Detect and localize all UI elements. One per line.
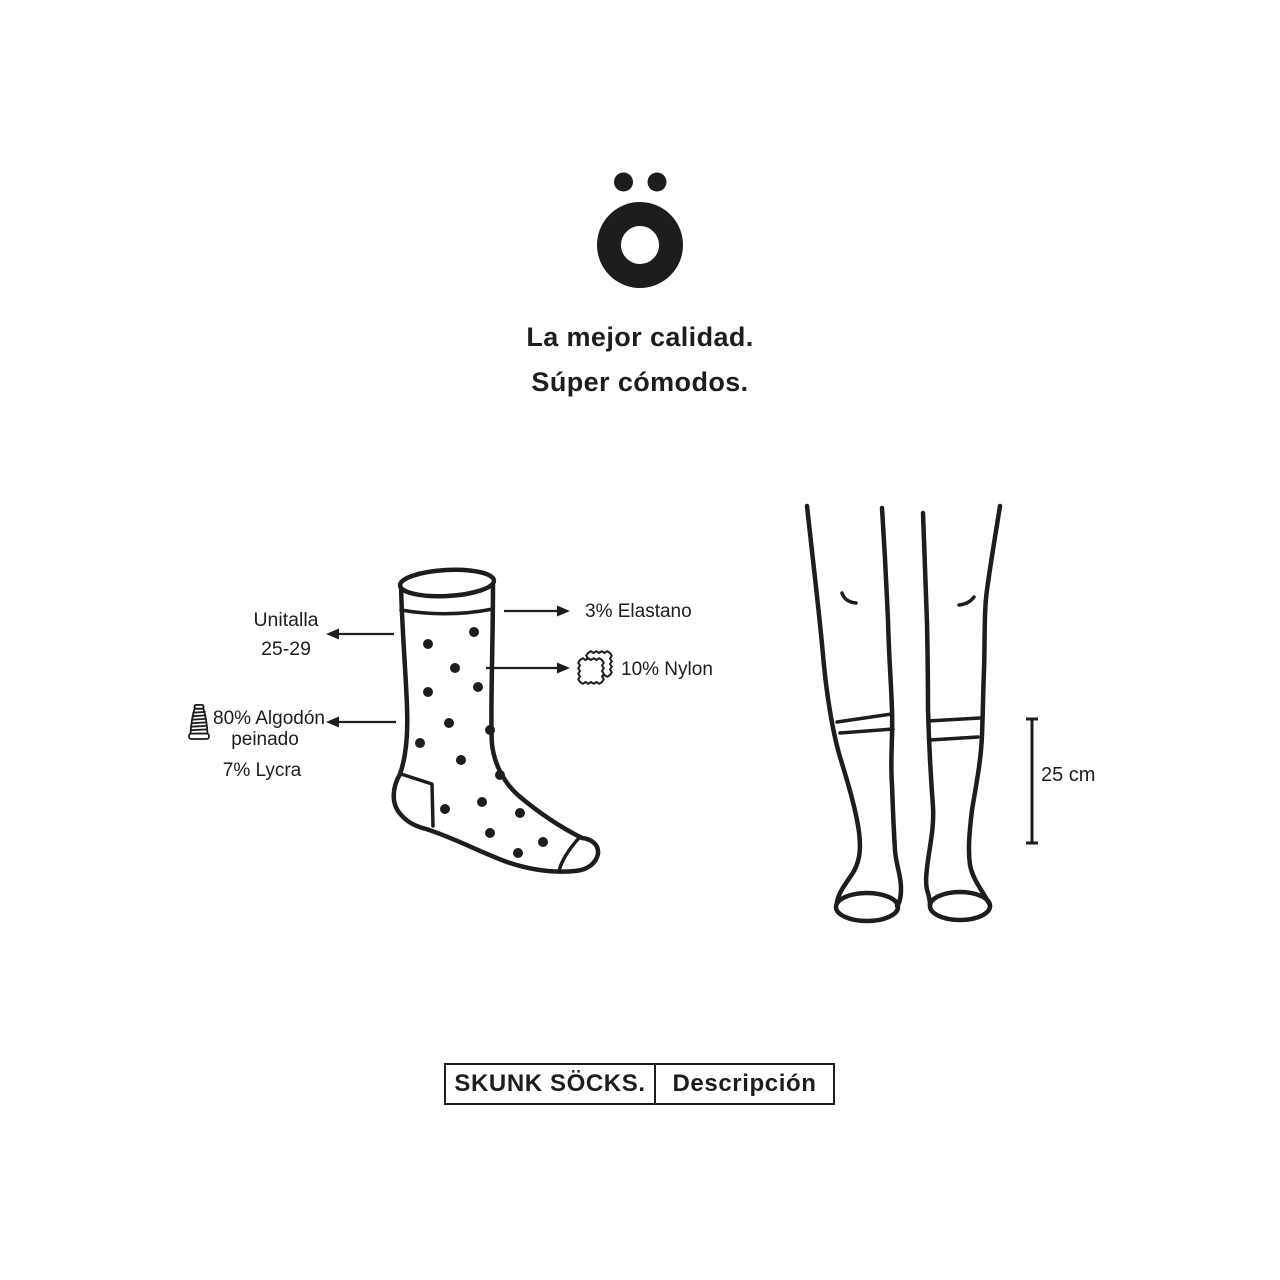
cotton-label-line1: 80% Algodón bbox=[213, 708, 325, 729]
left-knee-crease bbox=[842, 593, 856, 603]
right-knee-crease bbox=[959, 597, 974, 605]
right-foot-toe bbox=[930, 892, 990, 920]
footer-section-label: Descripción bbox=[672, 1070, 817, 1097]
cotton-label-line2: peinado bbox=[231, 729, 299, 750]
fabric-swatch-icon bbox=[577, 650, 613, 686]
left-leg-inner-edge bbox=[882, 508, 901, 906]
tagline-comfort: Súper cómodos. bbox=[531, 367, 749, 397]
right-leg-outer-edge bbox=[969, 506, 1000, 906]
footer-table bbox=[444, 1063, 835, 1105]
thread-spool-icon bbox=[188, 704, 210, 742]
tagline-quality: La mejor calidad. bbox=[526, 322, 754, 352]
length-measurement-label: 25 cm bbox=[1041, 764, 1096, 786]
size-label-line1: Unitalla bbox=[253, 609, 319, 631]
right-leg-inner-edge bbox=[923, 513, 933, 906]
footer-brand-label: SKUNK SÖCKS. bbox=[446, 1065, 656, 1103]
left-sock-cuff-line2 bbox=[840, 729, 893, 733]
lycra-label: 7% Lycra bbox=[222, 760, 302, 781]
size-label bbox=[236, 606, 336, 664]
legs-illustration bbox=[780, 480, 1100, 960]
left-foot-toe bbox=[836, 893, 898, 921]
nylon-label: 10% Nylon bbox=[621, 659, 713, 680]
left-leg-outer-edge bbox=[807, 506, 860, 902]
left-sock-cuff-line1 bbox=[837, 714, 892, 722]
size-label-line2: 25-29 bbox=[261, 638, 311, 660]
elastane-label: 3% Elastano bbox=[585, 601, 692, 622]
right-sock-cuff-line2 bbox=[930, 737, 978, 740]
cotton-label bbox=[213, 708, 325, 750]
right-sock-cuff-line1 bbox=[928, 718, 980, 721]
